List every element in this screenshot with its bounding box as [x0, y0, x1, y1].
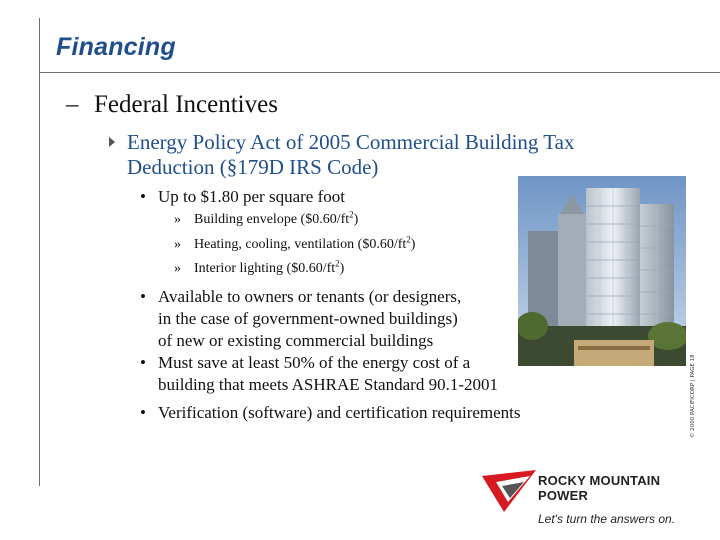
- bullet-dot: •: [140, 187, 146, 206]
- sub-item-marker: »: [174, 237, 181, 252]
- level2-text-line2: Deduction (§179D IRS Code): [127, 155, 379, 179]
- office-tower-photo: [518, 176, 686, 366]
- bullet-text: [158, 286, 461, 352]
- sub-item: [174, 234, 416, 253]
- bullet-line: building that meets ASHRAE Standard 90.1-2001: [158, 375, 498, 394]
- sub-item: [174, 209, 359, 228]
- bullet-line: of new or existing commercial buildings: [158, 331, 434, 350]
- dash-bullet: –: [66, 91, 79, 118]
- frame-horizontal-rule: [39, 72, 720, 73]
- superscript: 2: [349, 209, 354, 220]
- superscript: 2: [335, 258, 340, 269]
- copyright-text: © 2000 PACIFICORP | PAGE 18: [690, 354, 696, 438]
- bullet-item: [140, 186, 345, 208]
- bullet-line: Must save at least 50% of the energy cost of a: [158, 353, 471, 372]
- logo-tagline: Let's turn the answers on.: [538, 512, 676, 526]
- level2-text: [127, 130, 667, 180]
- sub-item-tail: ): [410, 237, 416, 252]
- level2-item: [109, 130, 667, 180]
- bullet-text: [158, 352, 498, 396]
- bullet-line: in the case of government-owned buildings): [158, 309, 458, 328]
- sub-item-marker: »: [174, 212, 181, 227]
- bullet-dot: •: [140, 403, 146, 422]
- sub-item-tail: ): [339, 261, 345, 276]
- sub-item-text: Building envelope ($0.60/ft: [194, 212, 350, 227]
- sub-item-marker: »: [174, 261, 181, 276]
- superscript: 2: [406, 234, 411, 245]
- sub-item-text: Heating, cooling, ventilation ($0.60/ft: [194, 237, 407, 252]
- bullet-dot: •: [140, 353, 146, 372]
- level1-item: [66, 91, 278, 119]
- level2-text-line1: Energy Policy Act of 2005 Commercial Building Tax: [127, 130, 575, 154]
- sub-item-tail: ): [353, 212, 359, 227]
- bullet-item: [140, 402, 521, 424]
- copyright-notice: [690, 338, 700, 438]
- slide-title: Financing: [56, 33, 176, 61]
- level1-text: Federal Incentives: [94, 91, 278, 118]
- bullet-dot: •: [140, 287, 146, 306]
- bullet-item: [140, 286, 461, 352]
- sub-item-text: Interior lighting ($0.60/ft: [194, 261, 336, 276]
- bullet-line: Available to owners or tenants (or designers,: [158, 287, 462, 306]
- triangle-bullet-icon: [109, 137, 115, 147]
- logo-line1: ROCKY MOUNTAIN: [538, 473, 661, 488]
- logo-line2: POWER: [538, 488, 589, 503]
- logo-mark-icon: [480, 466, 540, 514]
- bullet-text: Verification (software) and certification requirements: [158, 403, 521, 422]
- logo-wordmark: [538, 473, 660, 503]
- bullet-text: Up to $1.80 per square foot: [158, 187, 345, 206]
- frame-vertical-rule: [39, 18, 40, 486]
- sub-item: [174, 258, 345, 277]
- bullet-item: [140, 352, 498, 396]
